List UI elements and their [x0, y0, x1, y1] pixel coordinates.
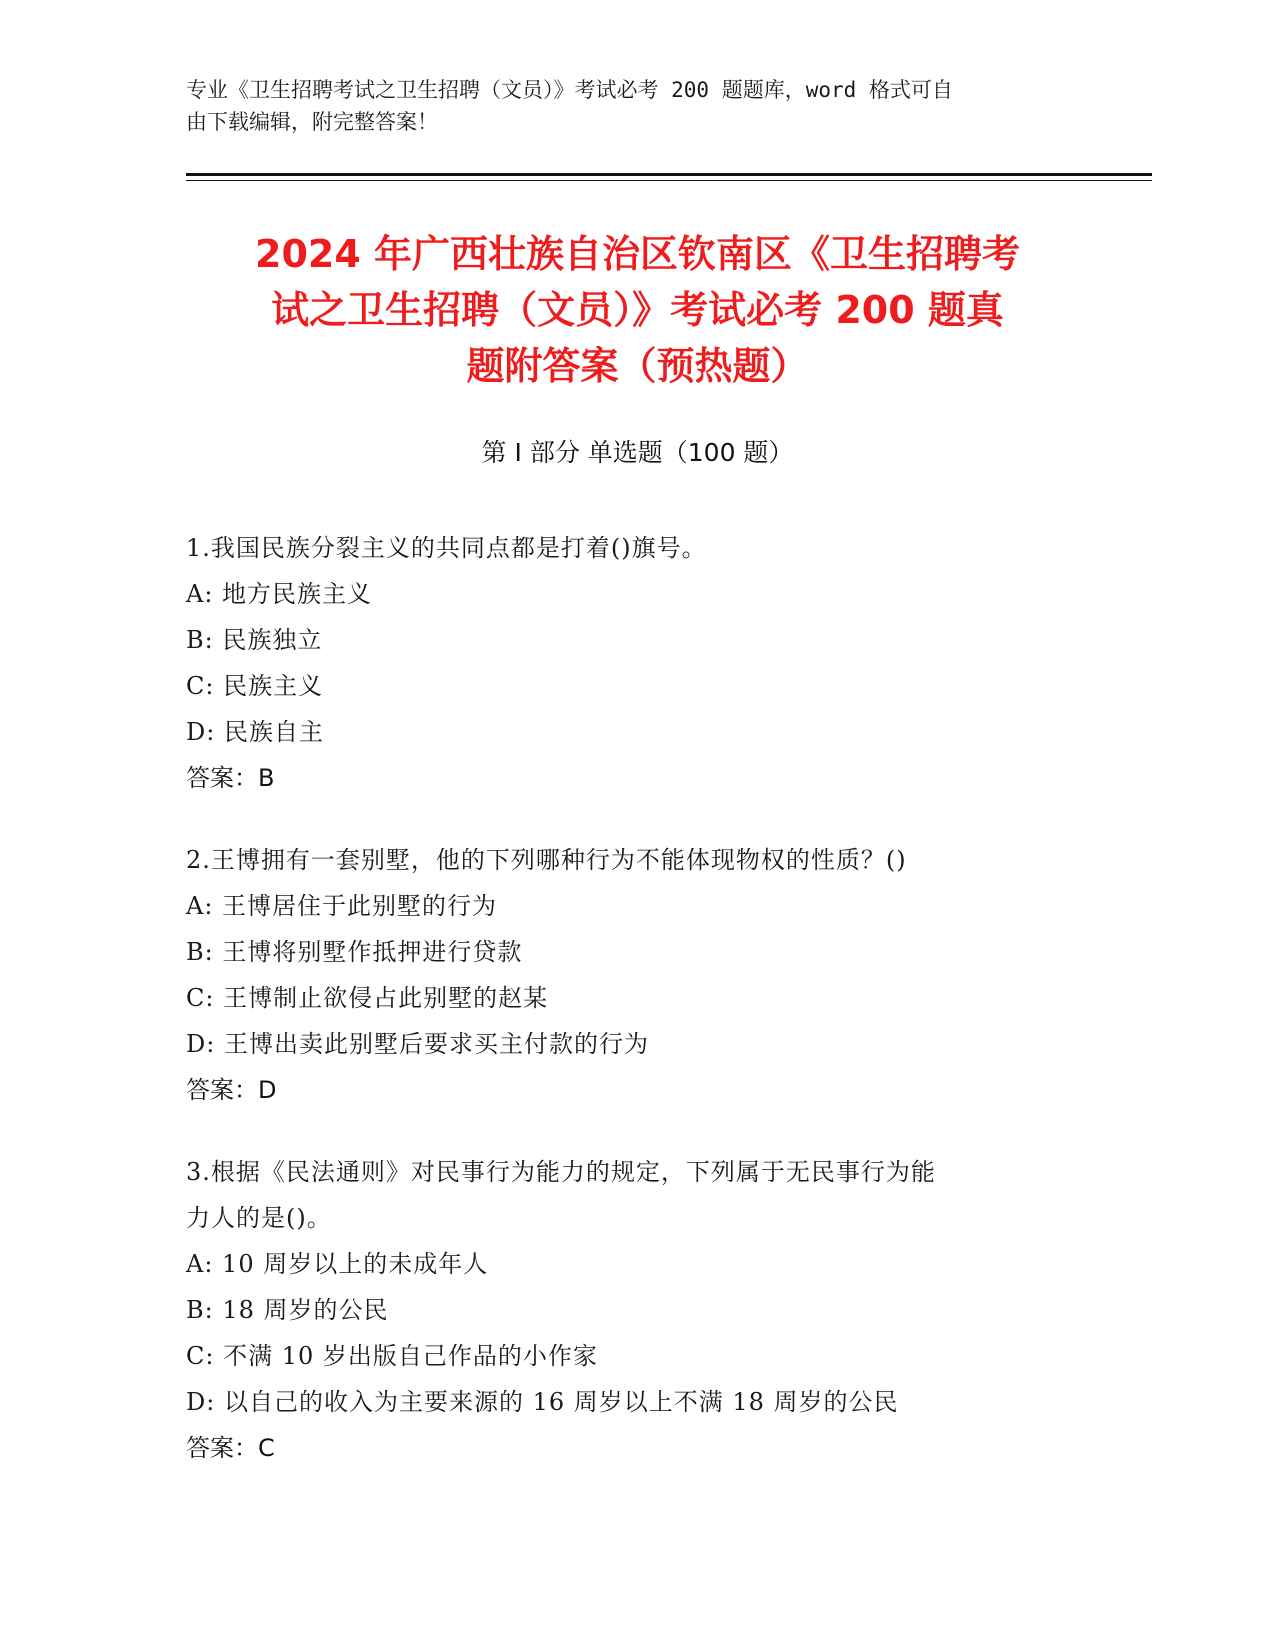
answer-line: 答案：B: [186, 764, 275, 792]
question-item: [186, 525, 1086, 801]
question-stem-continued: 力人的是()。: [186, 1204, 332, 1232]
option-c: C: 不满 10 岁出版自己作品的小作家: [186, 1342, 598, 1370]
option-d: D: 王博出卖此别墅后要求买主付款的行为: [186, 1030, 649, 1058]
option-b: B: 18 周岁的公民: [186, 1296, 389, 1324]
question-item: [186, 837, 1086, 1113]
option-a: A: 10 周岁以上的未成年人: [186, 1250, 489, 1278]
question-stem: 3.根据《民法通则》对民事行为能力的规定，下列属于无民事行为能: [186, 1158, 936, 1186]
title-line: 试之卫生招聘（文员）》考试必考 200 题真: [271, 288, 1004, 332]
option-c: C: 王博制止欲侵占此别墅的赵某: [186, 984, 549, 1012]
header-divider-thin: [186, 180, 1152, 181]
option-d: D: 民族自主: [186, 718, 324, 746]
document-title: [150, 226, 1125, 394]
question-stem: 1.我国民族分裂主义的共同点都是打着()旗号。: [186, 534, 707, 562]
title-line: 题附答案（预热题）: [466, 344, 809, 388]
section-heading: 第 I 部分 单选题（100 题）: [481, 438, 794, 467]
answer-line: 答案：C: [186, 1434, 275, 1462]
title-line: 2024 年广西壮族自治区钦南区《卫生招聘考: [255, 232, 1020, 276]
answer-line: 答案：D: [186, 1076, 277, 1104]
option-b: B: 王博将别墅作抵押进行贷款: [186, 938, 523, 966]
question-stem: 2.王博拥有一套别墅，他的下列哪种行为不能体现物权的性质？(): [186, 846, 907, 874]
option-a: A: 地方民族主义: [186, 580, 373, 608]
option-c: C: 民族主义: [186, 672, 324, 700]
question-list: [186, 525, 1086, 1507]
option-d: D: 以自己的收入为主要来源的 16 周岁以上不满 18 周岁的公民: [186, 1388, 899, 1416]
option-b: B: 民族独立: [186, 626, 323, 654]
option-a: A: 王博居住于此别墅的行为: [186, 892, 498, 920]
header-note: 专业《卫生招聘考试之卫生招聘（文员）》考试必考 200 题题库，word 格式可自 由下载编辑，附完整答案！: [186, 78, 953, 134]
header-divider-thick: [186, 173, 1152, 176]
question-item: [186, 1149, 1086, 1471]
